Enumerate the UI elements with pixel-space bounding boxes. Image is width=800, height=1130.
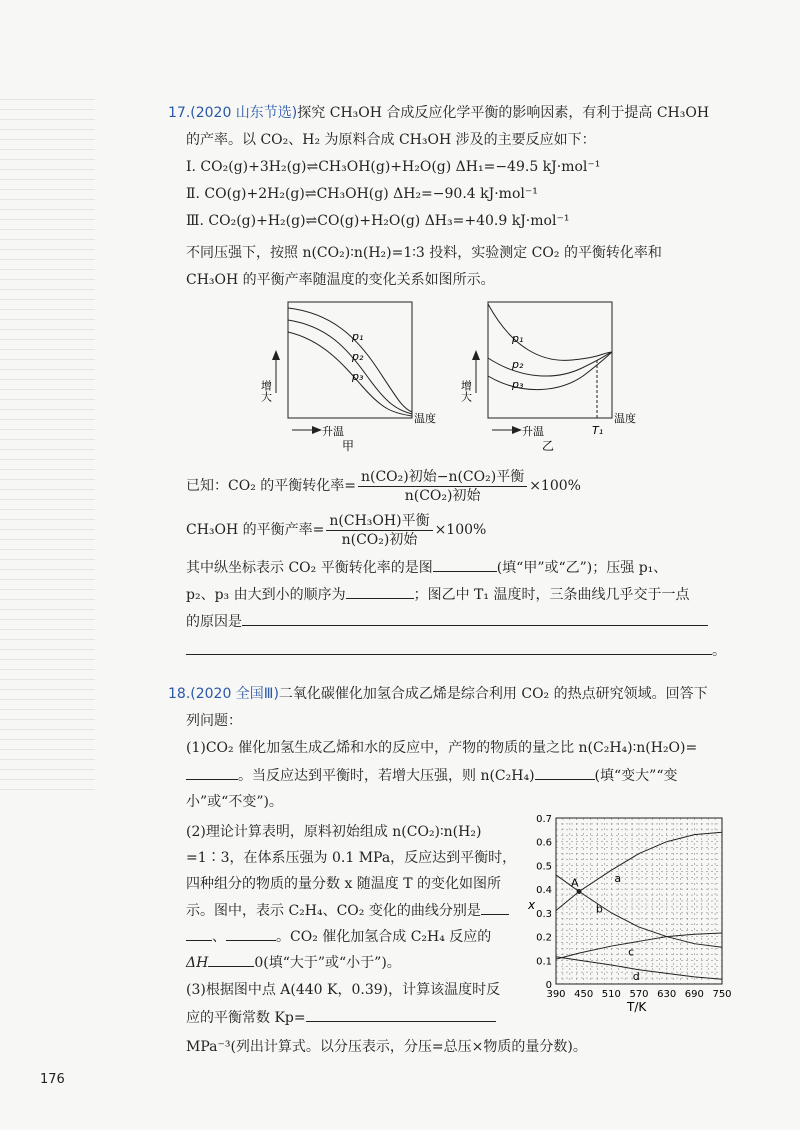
q17-ask3-label: 的原因是 xyxy=(186,614,242,630)
graph-jia-label-p2: p₂ xyxy=(352,350,364,363)
graph-yi-yarrow-head xyxy=(472,350,480,360)
q18-number: 18. xyxy=(168,686,191,702)
q17-ask3-cont xyxy=(186,640,726,661)
chart-series-label-b: b xyxy=(595,902,603,916)
q18-p1b: 。当反应达到平衡时，若增大压强，则 n(C₂H₄) xyxy=(238,768,535,784)
q17-yield-den: n(CO₂)初始 xyxy=(341,531,418,548)
q17-known-den: n(CO₂)初始 xyxy=(404,487,481,504)
chart-series-label-d: d xyxy=(632,970,640,984)
q18-p2e: 、 xyxy=(212,929,226,945)
q17-reaction1: Ⅰ. CO₂(g)+3H₂(g)⇌CH₃OH(g)+H₂O(g) ΔH₁=−49.5 kJ·mol⁻¹ xyxy=(186,159,601,175)
chart-xtick-label: 630 xyxy=(657,989,677,1000)
q18-p2a: (2)理论计算表明，原料初始组成 n(CO₂)∶n(H₂) xyxy=(186,824,482,840)
chart-ylabel: x xyxy=(528,898,536,912)
q18-line2: 列问题： xyxy=(186,713,242,729)
q17-ask1a: 其中纵坐标表示 CO₂ 平衡转化率的是图 xyxy=(186,560,433,576)
q18-p1-row2 xyxy=(186,765,677,786)
q17-ask2 xyxy=(186,584,689,605)
chart-xtick-label: 570 xyxy=(629,989,649,1000)
graph-jia-curve-p2 xyxy=(288,320,412,414)
q17-ask2b: ；图乙中 T₁ 温度时，三条曲线几乎交于一点 xyxy=(413,587,690,603)
q17-reaction2: Ⅱ. CO(g)+2H₂(g)⇌CH₃OH(g) ΔH₂=−90.4 kJ·mol⁻¹ xyxy=(186,186,538,202)
chart-series-label-a: a xyxy=(614,872,622,886)
q18-p2g: ΔH xyxy=(186,955,209,971)
q18-p3a: (3)根据图中点 A(440 K，0.39)，计算该温度时反 xyxy=(186,982,501,998)
q17-yield-num: n(CH₃OH)平衡 xyxy=(326,512,432,531)
q18-text1: 二氧化碳催化加氢合成乙烯是综合利用 CO₂ 的热点研究领域。回答下 xyxy=(278,686,708,702)
graph-yi-curve-p2 xyxy=(488,352,612,376)
q18-p3c: MPa⁻³(列出计算式。以分压表示，分压=总压×物质的量分数)。 xyxy=(186,1039,587,1055)
chart-xtick-label: 510 xyxy=(601,989,621,1000)
answer-blank-c2h4-change[interactable] xyxy=(535,765,595,780)
q17-yield-formula xyxy=(186,510,486,550)
q17-ask2a: p₂、p₃ 由大到小的顺序为 xyxy=(186,587,346,603)
chart-ytick-label: 0.1 xyxy=(536,956,552,968)
q18-p1c: (填“变大”“变 xyxy=(594,768,678,784)
answer-blank-pressure-order[interactable] xyxy=(346,584,414,599)
graph-jia-curve-p1 xyxy=(288,308,412,412)
q17-known-prefix: 已知：CO₂ 的平衡转化率= xyxy=(186,478,356,494)
q18-p3-row2 xyxy=(186,1007,496,1028)
chart-series-label-c: c xyxy=(628,945,635,959)
chart-xtick-label: 750 xyxy=(712,989,732,1000)
q18-p2-row5 xyxy=(186,926,491,947)
chart-xtick-label: 450 xyxy=(574,989,594,1000)
chart-ytick-label: 0.4 xyxy=(536,885,552,897)
graph-jia-xright: 温度 xyxy=(414,412,436,425)
q17-known-suffix: ×100% xyxy=(529,478,581,494)
q17-yield-prefix: CH₃OH 的平衡产率= xyxy=(186,522,325,538)
q18-p2-row6 xyxy=(186,952,401,973)
q18-p1a: (1)CO₂ 催化加氢生成乙烯和水的反应中，产物的物质的量之比 n(C₂H₄)∶n(H₂O)= xyxy=(186,740,698,756)
answer-blank-kp[interactable] xyxy=(306,1007,496,1022)
graph-yi-xright: 温度 xyxy=(614,412,636,425)
chart-point-a-label: A xyxy=(571,876,579,890)
graph-yi-xlabel: 升温 xyxy=(522,425,544,438)
margin-ruled-lines xyxy=(0,90,95,790)
q17-line1 xyxy=(168,103,709,123)
q18-source: (2020 全国Ⅲ) xyxy=(190,686,279,702)
answer-blank-reason-2[interactable] xyxy=(186,640,712,655)
q17-number: 17. xyxy=(168,105,191,121)
q17-source: (2020 山东节选) xyxy=(190,105,298,121)
q18-line1 xyxy=(168,684,708,704)
answer-blank-curve-c2h4-part2[interactable] xyxy=(186,926,212,941)
q17-line2: 的产率。以 CO₂、H₂ 为原料合成 CH₃OH 涉及的主要反应如下： xyxy=(186,132,596,148)
graph-jia xyxy=(259,298,447,453)
equilibrium-chart xyxy=(520,808,730,1018)
graph-yi-frame xyxy=(488,302,612,418)
chart-xtick-label: 690 xyxy=(684,989,704,1000)
graph-yi-curve-p3 xyxy=(488,352,612,390)
q17-text1: 探究 CH₃OH 合成反应化学平衡的影响因素，有利于提高 CH₃OH xyxy=(297,105,710,121)
answer-blank-reason-1[interactable] xyxy=(242,611,708,626)
chart-ytick-label: 0.6 xyxy=(536,837,552,849)
q18-p2-row4 xyxy=(186,900,509,921)
chart-series-line-c xyxy=(556,933,722,959)
graph-jia-yarrow-head xyxy=(272,350,280,360)
q18-p2c: 四种组分的物质的量分数 x 随温度 T 的变化如图所 xyxy=(186,876,502,892)
chart-ytick-label: 0 xyxy=(545,980,552,991)
q17-known-formula xyxy=(186,466,581,506)
page-number: 176 xyxy=(40,1072,65,1087)
graph-jia-ylabel: 增大 xyxy=(259,380,273,402)
chart-ytick-label: 0.2 xyxy=(536,932,552,944)
q17-line6: 不同压强下，按照 n(CO₂)∶n(H₂)=1∶3 投料，实验测定 CO₂ 的平衡转化率和 xyxy=(186,245,662,261)
chart-ytick-label: 0.5 xyxy=(536,861,552,873)
q17-line7: CH₃OH 的平衡产率随温度的变化关系如图所示。 xyxy=(186,272,495,288)
graph-yi-caption: 乙 xyxy=(542,439,555,453)
graph-yi-label-p2: p₂ xyxy=(512,358,524,371)
graph-yi-curve-p1 xyxy=(488,304,612,360)
q18-p2h: 0(填“大于”或“小于”)。 xyxy=(254,955,401,971)
q17-ask1 xyxy=(186,557,667,578)
answer-blank-curve-c2h4-part1[interactable] xyxy=(481,900,509,915)
graph-jia-xarrow-head xyxy=(312,426,322,434)
graph-yi-t1: T₁ xyxy=(592,424,604,437)
graph-jia-xlabel: 升温 xyxy=(322,425,344,438)
answer-blank-graph[interactable] xyxy=(433,557,497,572)
q17-yield-suffix: ×100% xyxy=(434,522,487,538)
graph-jia-frame xyxy=(288,302,412,418)
chart-xtick-label: 390 xyxy=(546,989,566,1000)
graph-yi-ylabel: 增大 xyxy=(459,380,473,402)
graph-yi-xarrow-head xyxy=(512,426,522,434)
graph-jia-label-p1: p₁ xyxy=(352,330,364,343)
chart-xlabel: T/K xyxy=(627,1000,647,1014)
chart-ytick-label: 0.3 xyxy=(536,908,552,920)
q17-known-fraction xyxy=(358,468,527,505)
q17-reaction3: Ⅲ. CO₂(g)+H₂(g)⇌CO(g)+H₂O(g) ΔH₃=+40.9 kJ·mol⁻¹ xyxy=(186,213,570,229)
q18-p3b: 应的平衡常数 Kp= xyxy=(186,1010,306,1026)
q17-ask1b: (填“甲”或“乙”)；压强 p₁、 xyxy=(496,560,668,576)
q17-ask3 xyxy=(186,611,708,632)
q17-known-num: n(CO₂)初始−n(CO₂)平衡 xyxy=(358,468,527,487)
q18-p1d: 小”或“不变”)。 xyxy=(186,794,283,810)
answer-blank-curve-co2[interactable] xyxy=(226,926,276,941)
graph-yi-label-p1: p₁ xyxy=(512,332,524,345)
q17-yield-fraction xyxy=(326,512,432,549)
q18-p2b: =1∶3，在体系压强为 0.1 MPa，反应达到平衡时， xyxy=(186,850,517,866)
graph-jia-label-p3: p₃ xyxy=(352,370,364,383)
chart-grid xyxy=(556,818,722,984)
graph-yi xyxy=(459,298,647,453)
graph-jia-caption: 甲 xyxy=(342,439,355,453)
graph-jia-curve-p3 xyxy=(288,332,412,416)
q18-p2d: 示。图中，表示 C₂H₄、CO₂ 变化的曲线分别是 xyxy=(186,903,481,919)
chart-point-a-marker xyxy=(577,889,582,894)
q18-p2f: 。CO₂ 催化加氢合成 C₂H₄ 反应的 xyxy=(276,929,492,945)
q17-end-mark: 。 xyxy=(712,643,726,659)
answer-blank-delta-h[interactable] xyxy=(208,952,254,967)
answer-blank-ratio[interactable] xyxy=(186,765,238,780)
graph-yi-label-p3: p₃ xyxy=(512,378,524,391)
chart-ytick-label: 0.7 xyxy=(536,814,552,825)
